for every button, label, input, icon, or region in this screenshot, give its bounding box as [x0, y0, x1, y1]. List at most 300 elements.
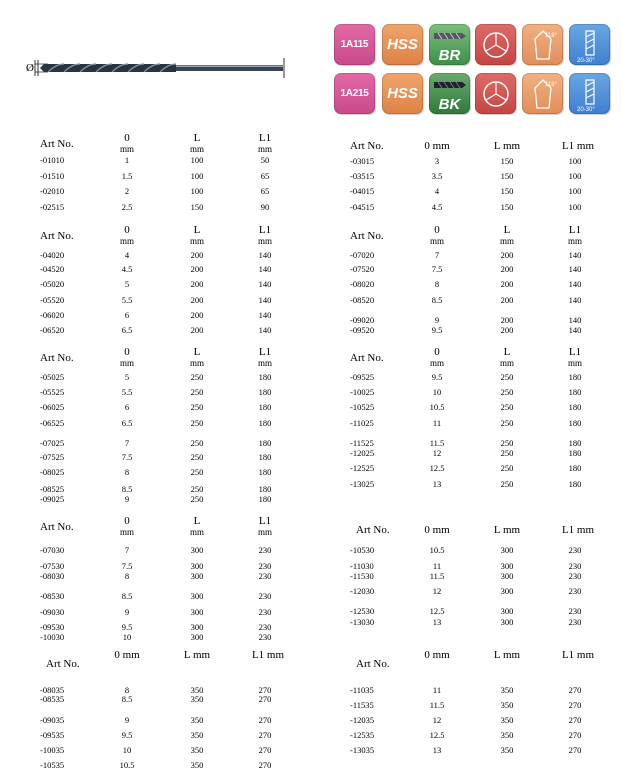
length-cell: 100 [190, 186, 204, 196]
diameter-cell: 1.5 [121, 171, 133, 181]
diameter-cell: 12.5 [429, 463, 445, 473]
art-number-cell: -07520 [350, 264, 375, 274]
length-cell: 200 [500, 315, 514, 325]
col-header-d: 0 mm [424, 649, 450, 661]
col-header-l: L mm [493, 524, 521, 536]
flute-length-cell: 140 [258, 310, 272, 320]
length-cell: 250 [190, 452, 204, 462]
length-cell: 200 [500, 250, 514, 260]
flute-length-cell: 100 [568, 186, 582, 196]
diameter-cell: 12 [432, 586, 442, 596]
col-header-l: L mm [183, 649, 211, 661]
col-header-art-no: Art No. [40, 352, 74, 364]
col-header-l1: L1 [258, 224, 272, 236]
art-number-cell: -08520 [350, 295, 375, 305]
diameter-cell: 8 [124, 685, 130, 695]
flute-length-cell: 230 [568, 617, 582, 627]
col-header-art-no: Art No. [356, 658, 390, 670]
flute-length-cell: 140 [258, 325, 272, 335]
diameter-cell: 1 [124, 155, 130, 165]
diameter-cell: 5.5 [121, 387, 133, 397]
art-number-cell: -05525 [40, 387, 65, 397]
art-number-cell: -09530 [40, 622, 65, 632]
flute-length-cell: 140 [568, 295, 582, 305]
col-header-d: 0 mm [424, 524, 450, 536]
flute-length-cell: 90 [260, 202, 270, 212]
art-number-cell: -10035 [40, 745, 65, 755]
length-cell: 200 [190, 250, 204, 260]
col-header-l1: L1 [568, 346, 582, 358]
art-number-cell: -08020 [350, 279, 375, 289]
length-cell: 300 [500, 561, 514, 571]
helix-angle-icon [569, 24, 610, 65]
diameter-cell: 11 [432, 418, 442, 428]
diameter-cell: 10.5 [119, 760, 135, 770]
length-cell: 150 [500, 186, 514, 196]
art-number-cell: -13035 [350, 745, 375, 755]
col-header-l1-unit: mm [257, 236, 273, 246]
length-cell: 250 [190, 418, 204, 428]
drill-tip-icon [432, 28, 467, 44]
col-header-art-no: Art No. [350, 230, 384, 242]
art-number-cell: -03515 [350, 171, 375, 181]
art-number-cell: -08525 [40, 484, 65, 494]
art-number-cell: -04515 [350, 202, 375, 212]
diameter-cell: 9.5 [121, 622, 133, 632]
flute-length-cell: 180 [258, 402, 272, 412]
badge-bk [429, 73, 470, 114]
art-number-cell: -12035 [350, 715, 375, 725]
diameter-cell: 10.5 [429, 402, 445, 412]
diameter-cell: 11.5 [429, 438, 445, 448]
diameter-cell: 3 [434, 156, 440, 166]
length-cell: 150 [500, 156, 514, 166]
diameter-cell: 7.5 [121, 452, 133, 462]
property-badges [334, 24, 616, 120]
length-cell: 150 [190, 202, 204, 212]
flute-length-cell: 50 [260, 155, 270, 165]
length-cell: 300 [500, 545, 514, 555]
diameter-cell: 7.5 [431, 264, 443, 274]
flute-length-cell: 180 [568, 372, 582, 382]
diameter-cell: 12.5 [429, 730, 445, 740]
flute-length-cell: 270 [258, 685, 272, 695]
col-header-l-unit: mm [189, 527, 205, 537]
length-cell: 350 [190, 685, 204, 695]
flute-length-cell: 180 [258, 387, 272, 397]
diameter-cell: 5 [124, 372, 130, 382]
length-cell: 300 [190, 571, 204, 581]
art-number-cell: -08530 [40, 591, 65, 601]
badge-bk-label: BK [438, 96, 461, 113]
diameter-cell: 11 [432, 561, 442, 571]
art-number-cell: -06020 [40, 310, 65, 320]
length-cell: 300 [190, 591, 204, 601]
length-cell: 100 [190, 155, 204, 165]
flute-length-cell: 180 [258, 467, 272, 477]
diameter-cell: 5 [124, 279, 130, 289]
art-number-cell: -12025 [350, 448, 375, 458]
svg-text:20-30°: 20-30° [576, 106, 595, 112]
length-cell: 250 [500, 418, 514, 428]
flute-length-cell: 100 [568, 156, 582, 166]
length-cell: 350 [500, 745, 514, 755]
art-number-cell: -06520 [40, 325, 65, 335]
art-number-cell: -05520 [40, 295, 65, 305]
art-number-cell: -12525 [350, 463, 375, 473]
length-cell: 250 [190, 387, 204, 397]
diameter-cell: 11 [432, 685, 442, 695]
flute-length-cell: 230 [258, 571, 272, 581]
flute-length-cell: 270 [568, 685, 582, 695]
diameter-cell: 8 [434, 279, 440, 289]
art-number-cell: -07020 [350, 250, 375, 260]
drill-tip-icon [432, 77, 467, 93]
art-number-cell: -07025 [40, 438, 65, 448]
length-cell: 150 [500, 202, 514, 212]
col-header-l-unit: mm [189, 358, 205, 368]
length-cell: 200 [500, 295, 514, 305]
point-angle-icon [522, 73, 563, 114]
col-header-l-unit: mm [189, 236, 205, 246]
flute-length-cell: 180 [258, 494, 272, 504]
diameter-cell: 8.5 [121, 591, 133, 601]
flute-length-cell: 100 [568, 171, 582, 181]
col-header-d: 0 mm [424, 140, 450, 152]
col-header-l: L mm [493, 140, 521, 152]
length-cell: 250 [500, 402, 514, 412]
flute-length-cell: 140 [568, 325, 582, 335]
art-number-cell: -09030 [40, 607, 65, 617]
flute-length-cell: 230 [568, 586, 582, 596]
col-header-l: L [193, 224, 201, 236]
col-header-l1: L1 mm [561, 649, 595, 661]
diameter-cell: 4.5 [431, 202, 443, 212]
length-cell: 200 [190, 325, 204, 335]
art-number-cell: -08030 [40, 571, 65, 581]
length-cell: 300 [190, 622, 204, 632]
art-number-cell: -06025 [40, 402, 65, 412]
col-header-l1: L1 [258, 346, 272, 358]
length-cell: 350 [500, 700, 514, 710]
art-number-cell: -02010 [40, 186, 65, 196]
art-number-cell: -11030 [350, 561, 374, 571]
diameter-cell: 6 [124, 310, 130, 320]
diameter-cell: 2.5 [121, 202, 133, 212]
diameter-cell: 8.5 [121, 694, 133, 704]
catalog-header [0, 0, 621, 125]
art-number-cell: -09520 [350, 325, 375, 335]
diameter-cell: 8 [124, 467, 130, 477]
art-number-cell: -11525 [350, 438, 374, 448]
length-cell: 250 [190, 484, 204, 494]
flute-length-cell: 140 [568, 250, 582, 260]
flute-length-cell: 230 [258, 632, 272, 642]
art-number-cell: -09035 [40, 715, 65, 725]
col-header-l1: L1 mm [561, 524, 595, 536]
diameter-cell: 6.5 [121, 325, 133, 335]
length-cell: 250 [190, 467, 204, 477]
col-header-l1-unit: mm [257, 358, 273, 368]
col-header-d: 0 [434, 224, 440, 236]
diameter-cell: 4 [434, 186, 440, 196]
cutting-edge-icon [475, 73, 516, 114]
art-number-cell: -10535 [40, 760, 65, 770]
diameter-cell: 8.5 [431, 295, 443, 305]
art-number-cell: -11530 [350, 571, 374, 581]
art-number-cell: -10525 [350, 402, 375, 412]
diameter-cell: 11.5 [429, 571, 445, 581]
flute-length-cell: 180 [568, 387, 582, 397]
col-header-l1: L1 [568, 224, 582, 236]
flute-length-cell: 230 [258, 545, 272, 555]
flute-length-cell: 230 [258, 622, 272, 632]
length-cell: 250 [500, 463, 514, 473]
col-header-l1-unit: mm [567, 236, 583, 246]
art-number-cell: -10030 [40, 632, 65, 642]
length-cell: 350 [500, 715, 514, 725]
art-number-cell: -09025 [40, 494, 65, 504]
col-header-l: L [193, 346, 201, 358]
diameter-cell: 10.5 [429, 545, 445, 555]
art-number-cell: -07525 [40, 452, 65, 462]
badge-hss: HSS [382, 24, 423, 65]
diameter-cell: 13 [432, 617, 442, 627]
diameter-cell: 9 [124, 715, 130, 725]
art-number-cell: -11025 [350, 418, 374, 428]
length-cell: 300 [190, 545, 204, 555]
length-cell: 200 [190, 295, 204, 305]
diameter-cell: 7 [434, 250, 440, 260]
col-header-l1: L1 mm [561, 140, 595, 152]
col-header-d: 0 [434, 346, 440, 358]
flute-length-cell: 180 [258, 484, 272, 494]
length-cell: 300 [190, 561, 204, 571]
col-header-art-no: Art No. [350, 140, 384, 152]
art-number-cell: -11535 [350, 700, 374, 710]
length-cell: 300 [190, 607, 204, 617]
col-header-l: L mm [493, 649, 521, 661]
length-cell: 100 [190, 171, 204, 181]
col-header-l: L [503, 346, 511, 358]
length-cell: 300 [500, 586, 514, 596]
flute-length-cell: 140 [258, 264, 272, 274]
diameter-cell: 3.5 [431, 171, 443, 181]
flute-length-cell: 65 [260, 186, 270, 196]
col-header-l1: L1 [258, 515, 272, 527]
col-header-l1: L1 [258, 132, 272, 144]
diameter-cell: 9.5 [431, 325, 443, 335]
col-header-d-unit: mm [429, 358, 445, 368]
art-number-cell: -13025 [350, 479, 375, 489]
diameter-cell: 10 [432, 387, 442, 397]
diameter-cell: 13 [432, 745, 442, 755]
col-header-art-no: Art No. [40, 138, 74, 150]
flute-length-cell: 65 [260, 171, 270, 181]
diameter-cell: 5.5 [121, 295, 133, 305]
art-number-cell: -02515 [40, 202, 65, 212]
col-header-d: 0 [124, 515, 130, 527]
art-number-cell: -09535 [40, 730, 65, 740]
art-number-cell: -05025 [40, 372, 65, 382]
col-header-d: 0 [124, 224, 130, 236]
flute-length-cell: 180 [258, 438, 272, 448]
art-number-cell: -10530 [350, 545, 375, 555]
art-number-cell: -03015 [350, 156, 375, 166]
col-header-d-unit: mm [429, 236, 445, 246]
cutting-edge-icon [475, 24, 516, 65]
col-header-art-no: Art No. [40, 230, 74, 242]
length-cell: 200 [190, 264, 204, 274]
diameter-cell: 8 [124, 571, 130, 581]
length-cell: 200 [500, 279, 514, 289]
flute-length-cell: 180 [258, 372, 272, 382]
flute-length-cell: 180 [568, 418, 582, 428]
art-number-cell: -10025 [350, 387, 375, 397]
diameter-cell: 9.5 [431, 372, 443, 382]
length-cell: 200 [500, 325, 514, 335]
col-header-d: 0 [124, 346, 130, 358]
art-number-cell: -12030 [350, 586, 375, 596]
diameter-cell: 2 [124, 186, 130, 196]
svg-text:20-30°: 20-30° [576, 57, 595, 63]
col-header-d-unit: mm [119, 527, 135, 537]
diameter-cell: 4.5 [121, 264, 133, 274]
diameter-cell: 12 [432, 715, 442, 725]
art-number-cell: -01010 [40, 155, 65, 165]
length-cell: 250 [500, 387, 514, 397]
flute-length-cell: 140 [568, 315, 582, 325]
col-header-l: L [193, 515, 201, 527]
flute-length-cell: 180 [568, 402, 582, 412]
col-header-art-no: Art No. [350, 352, 384, 364]
diameter-cell: 9 [434, 315, 440, 325]
length-cell: 250 [500, 372, 514, 382]
diameter-cell: 6 [124, 402, 130, 412]
col-header-l-unit: mm [189, 144, 205, 154]
badge-br-label: BR [438, 47, 461, 64]
flute-length-cell: 270 [568, 730, 582, 740]
art-number-cell: -04020 [40, 250, 65, 260]
diameter-cell: 10 [122, 632, 132, 642]
svg-text:118°: 118° [544, 32, 557, 39]
length-cell: 250 [500, 448, 514, 458]
art-number-cell: -08035 [40, 685, 65, 695]
flute-length-cell: 100 [568, 202, 582, 212]
flute-length-cell: 270 [258, 745, 272, 755]
length-cell: 300 [500, 617, 514, 627]
col-header-l1-unit: mm [257, 144, 273, 154]
drill-bit-illustration [26, 52, 296, 82]
flute-length-cell: 140 [258, 250, 272, 260]
art-number-cell: -04015 [350, 186, 375, 196]
art-number-cell: -05020 [40, 279, 65, 289]
length-cell: 350 [190, 745, 204, 755]
flute-length-cell: 180 [258, 418, 272, 428]
length-cell: 200 [190, 310, 204, 320]
length-cell: 350 [190, 760, 204, 770]
diameter-cell: 12.5 [429, 606, 445, 616]
col-header-d-unit: mm [119, 236, 135, 246]
col-header-d: 0 [124, 132, 130, 144]
diameter-cell: 6.5 [121, 418, 133, 428]
flute-length-cell: 270 [568, 745, 582, 755]
length-cell: 300 [500, 606, 514, 616]
flute-length-cell: 270 [258, 715, 272, 725]
flute-length-cell: 270 [258, 730, 272, 740]
flute-length-cell: 230 [258, 591, 272, 601]
length-cell: 250 [190, 402, 204, 412]
length-cell: 150 [500, 171, 514, 181]
flute-length-cell: 140 [258, 295, 272, 305]
length-cell: 250 [190, 372, 204, 382]
point-angle-icon [522, 24, 563, 65]
flute-length-cell: 180 [568, 463, 582, 473]
diameter-cell: 13 [432, 479, 442, 489]
diameter-cell: 11.5 [429, 700, 445, 710]
diameter-cell: 9 [124, 494, 130, 504]
length-cell: 350 [190, 715, 204, 725]
flute-length-cell: 180 [568, 479, 582, 489]
col-header-l1-unit: mm [257, 527, 273, 537]
col-header-l-unit: mm [499, 236, 515, 246]
diameter-cell: 9.5 [121, 730, 133, 740]
flute-length-cell: 230 [568, 606, 582, 616]
length-cell: 200 [190, 279, 204, 289]
flute-length-cell: 180 [258, 452, 272, 462]
length-cell: 200 [500, 264, 514, 274]
art-number-cell: -09525 [350, 372, 375, 382]
art-number-cell: -11035 [350, 685, 374, 695]
badge-hss: HSS [382, 73, 423, 114]
art-number-cell: -09020 [350, 315, 375, 325]
diameter-cell: 12 [432, 448, 442, 458]
diameter-cell: 7 [124, 438, 130, 448]
length-cell: 350 [190, 730, 204, 740]
flute-length-cell: 180 [568, 448, 582, 458]
flute-length-cell: 270 [568, 715, 582, 725]
length-cell: 250 [500, 438, 514, 448]
art-number-cell: -04520 [40, 264, 65, 274]
flute-length-cell: 230 [258, 561, 272, 571]
length-cell: 250 [190, 494, 204, 504]
col-header-art-no: Art No. [356, 524, 390, 536]
art-number-cell: -12530 [350, 606, 375, 616]
col-header-d-unit: mm [119, 358, 135, 368]
flute-length-cell: 140 [568, 279, 582, 289]
diameter-symbol: Ø [26, 62, 34, 74]
art-number-cell: -12535 [350, 730, 375, 740]
diameter-cell: 4 [124, 250, 130, 260]
art-number-cell: -08535 [40, 694, 65, 704]
art-number-cell: -13030 [350, 617, 375, 627]
col-header-d: 0 mm [114, 649, 140, 661]
length-cell: 250 [190, 438, 204, 448]
flute-length-cell: 230 [568, 545, 582, 555]
art-number-cell: -07030 [40, 545, 65, 555]
length-cell: 350 [500, 685, 514, 695]
svg-text:118°: 118° [544, 81, 557, 88]
art-number-cell: -06525 [40, 418, 65, 428]
art-number-cell: -07530 [40, 561, 65, 571]
length-cell: 350 [190, 694, 204, 704]
diameter-cell: 7 [124, 545, 130, 555]
badge-1a115: 1A115 [334, 24, 375, 65]
col-header-art-no: Art No. [46, 658, 80, 670]
diameter-cell: 8.5 [121, 484, 133, 494]
diameter-cell: 10 [122, 745, 132, 755]
col-header-art-no: Art No. [40, 521, 74, 533]
